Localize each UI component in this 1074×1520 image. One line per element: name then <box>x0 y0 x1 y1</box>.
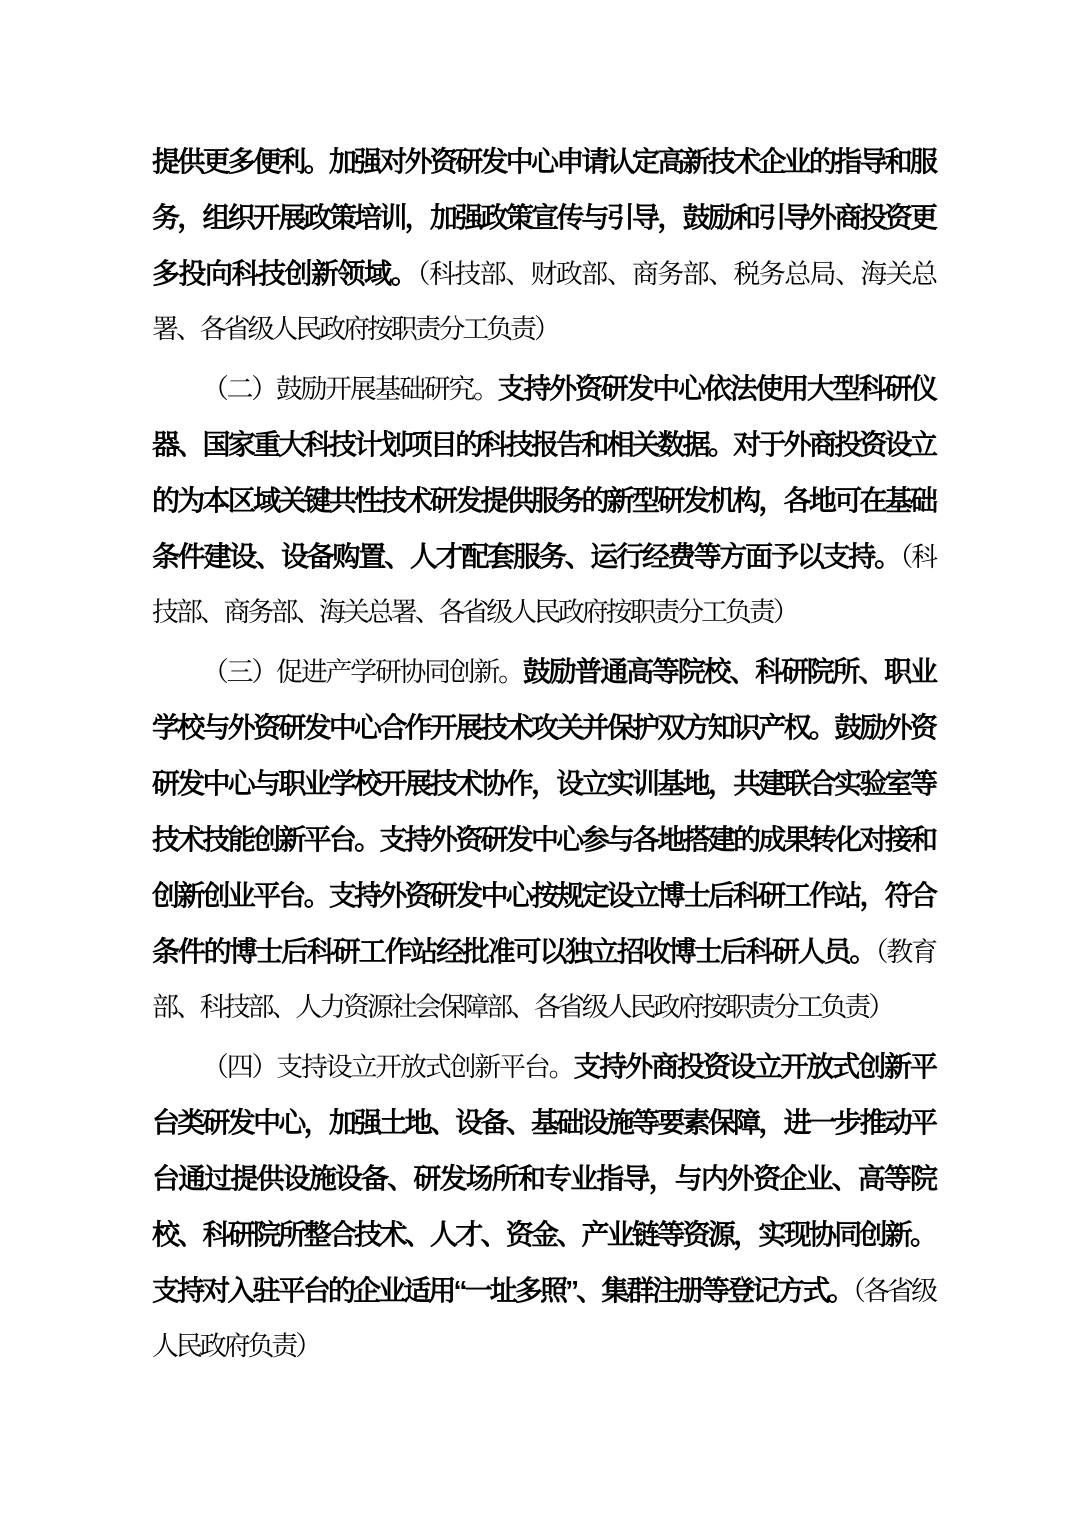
kaiti-text-run: （教育部、科技部、人力资源社会保障部、各省级人民政府按职责分工负责） <box>152 937 935 1022</box>
kaiti-text-run: （三）促进产学研协同创新。 <box>202 657 523 687</box>
body-text-run: 支持外商投资设立开放式创新平台类研发中心，加强土地、设备、基础设施等要素保障，进一步推动平台通过提供设施设备、研发场所和专业指导，与内外资企业、高等院校、科研院所整合技术、人才、资金、产业链等资源，实现协同创新。支持对入驻平台的企业适用“一址多照”、集群注册等登记方式。 <box>152 1051 935 1306</box>
body-text-run: 鼓励普通高等院校、科研院所、职业学校与外资研发中心合作开展技术攻关并保护双方知识产权。鼓励外资研发中心与职业学校开展技术协作，设立实训基地，共建联合实验室等技术技能创新平台。支持外资研发中心参与各地搭建的成果转化对接和创新创业平台。支持外资研发中心按规定设立博士后科研工作站，符合条件的博士后科研工作站经批准可以独立招收博士后科研人员。 <box>152 656 935 967</box>
paragraph <box>152 361 935 640</box>
paragraph <box>152 134 935 357</box>
body-text-run: 提供更多便利。加强对外资研发中心申请认定高新技术企业的指导和服务，组织开展政策培训，加强政策宣传与引导，鼓励和引导外商投资更多投向科技创新领域。 <box>152 146 935 289</box>
body-text-run: 支持外资研发中心依法使用大型科研仪器、国家重大科技计划项目的科技报告和相关数据。对于外商投资设立的为本区域关键共性技术研发提供服务的新型研发机构，各地可在基础条件建设、设备购置、人才配套服务、运行经费等方面予以支持。 <box>152 373 935 572</box>
kaiti-text-run: （科技部、商务部、海关总署、各省级人民政府按职责分工负责） <box>152 542 935 627</box>
paragraph <box>152 1039 935 1374</box>
document-body <box>152 134 935 1378</box>
kaiti-text-run: （四）支持设立开放式创新平台。 <box>202 1052 574 1082</box>
paragraph <box>152 644 935 1035</box>
kaiti-text-run: （二）鼓励开展基础研究。 <box>202 374 498 404</box>
kaiti-text-run: （各省级人民政府负责） <box>152 1276 935 1361</box>
kaiti-text-run: （科技部、财政部、商务部、税务总局、海关总署、各省级人民政府按职责分工负责） <box>152 259 935 344</box>
